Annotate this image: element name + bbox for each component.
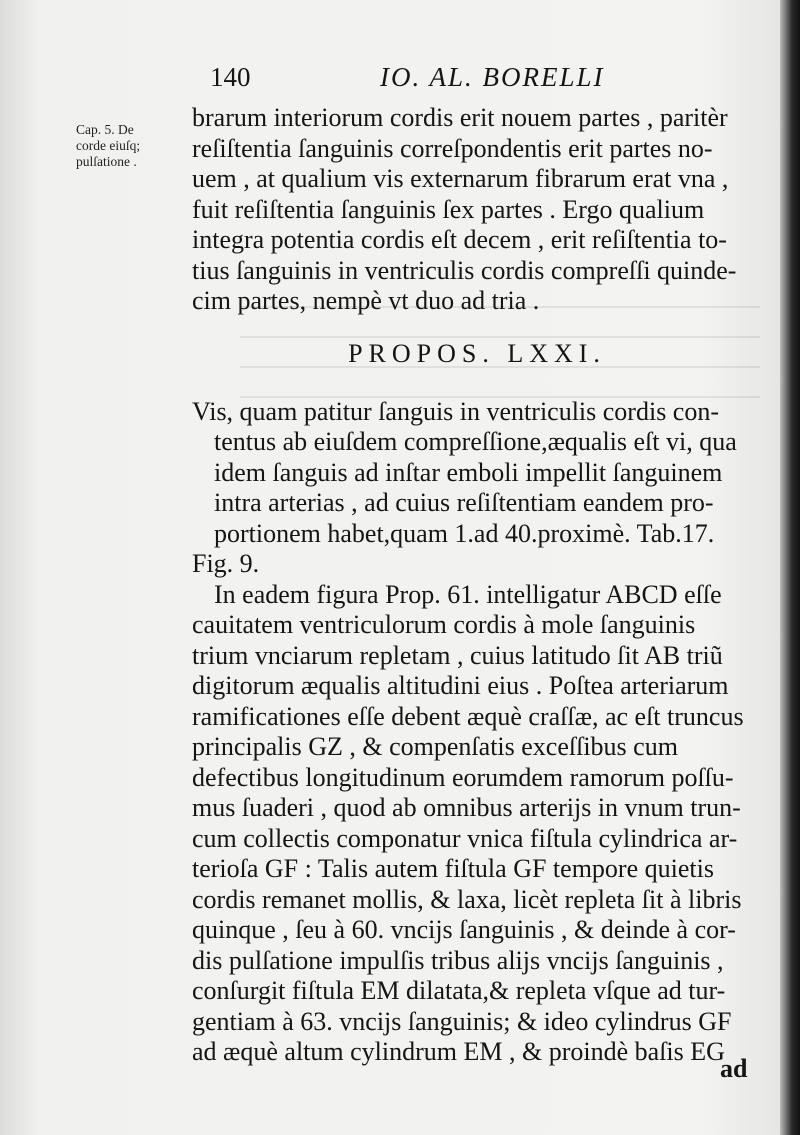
proposition-title: PROPOS. LXXI. xyxy=(348,338,606,368)
body-text xyxy=(192,103,772,1068)
text-line: tius ſanguinis in ventriculis cordis compreſſi quinde- xyxy=(192,255,737,285)
text-line: cum collectis componatur vnica fiſtula cylindrica ar- xyxy=(192,823,738,853)
text-line: reſiſtentia ſanguinis correſpondentis erit partes no- xyxy=(192,133,713,163)
text-line: ramificationes eſſe debent æquè craſſæ, ac eſt truncus xyxy=(192,701,744,731)
text-line: tentus ab eiuſdem compreſſione,æqualis eſt vi, qua xyxy=(214,427,737,456)
text-line: quinque , ſeu à 60. vncijs ſanguinis , & deinde à cor- xyxy=(192,915,736,944)
text-line: defectibus longitudinum eorumdem ramorum poſſu- xyxy=(192,762,734,792)
text-line: conſurgit fiſtula EM dilatata,& repleta vſque ad tur- xyxy=(192,976,726,1005)
margin-note-line: corde eiuſq; xyxy=(76,138,141,153)
margin-note xyxy=(76,122,186,170)
text-line: gentiam à 63. vncijs ſanguinis; & ideo cylindrus GF xyxy=(192,1006,732,1036)
text-line: In eadem figura Prop. 61. intelligatur ABCD eſſe xyxy=(214,579,722,609)
text-line: uem , at qualium vis externarum fibrarum erat vna , xyxy=(192,164,729,193)
text-line: trium vnciarum repletam , cuius latitudo ſit AB triũ xyxy=(192,640,723,670)
text-line: intra arterias , ad cuius reſiſtentiam eandem pro- xyxy=(214,488,714,517)
text-line: cim partes, nempè vt duo ad tria . xyxy=(192,286,540,315)
text-line: Vis, quam patitur ſanguis in ventriculis cordis con- xyxy=(192,396,720,426)
text-line: cordis remanet mollis, & laxa, licèt repleta ſit à libris xyxy=(192,884,742,914)
text-line: digitorum æqualis altitudini eius . Poſtea arteriarum xyxy=(192,671,729,700)
catchword: ad xyxy=(720,1054,748,1083)
proposition-statement xyxy=(192,397,772,580)
text-line: ad æquè altum cylindrum EM , & proindè baſis EG xyxy=(192,1037,725,1066)
text-line: integra potentia cordis eſt decem , erit reſiſtentia to- xyxy=(192,225,727,254)
page-edge-shadow xyxy=(780,0,800,1135)
text-line: fuit reſiſtentia ſanguinis ſex partes . Ergo qualium xyxy=(192,194,705,224)
text-line: brarum interiorum cordis erit nouem partes , paritèr xyxy=(192,103,728,132)
paragraph-demonstration xyxy=(192,580,772,1068)
paragraph-continued xyxy=(192,103,772,317)
text-line: principalis GZ , & compenſatis exceſſibus cum xyxy=(192,732,678,761)
text-line: cauitatem ventriculorum cordis à mole ſanguinis xyxy=(192,610,696,639)
margin-note-line: pulſatione . xyxy=(76,154,137,169)
text-line: idem ſanguis ad inſtar emboli impellit ſanguinem xyxy=(214,457,723,487)
text-line: portionem habet,quam 1.ad 40.proximè. Tab.17. xyxy=(214,518,715,548)
text-line: dis pulſatione impulſis tribus alijs vncijs ſanguinis , xyxy=(192,945,724,975)
page-header xyxy=(210,62,770,98)
page-number: 140 xyxy=(210,62,251,92)
text-line: terioſa GF : Talis autem fiſtula GF tempore quietis xyxy=(192,854,714,883)
text-line: mus ſuaderi , quod ab omnibus arterijs in vnum trun- xyxy=(192,793,741,822)
text-line: Fig. 9. xyxy=(192,549,260,578)
running-head: IO. AL. BORELLI xyxy=(380,62,605,92)
margin-note-line: Cap. 5. De xyxy=(76,122,134,137)
